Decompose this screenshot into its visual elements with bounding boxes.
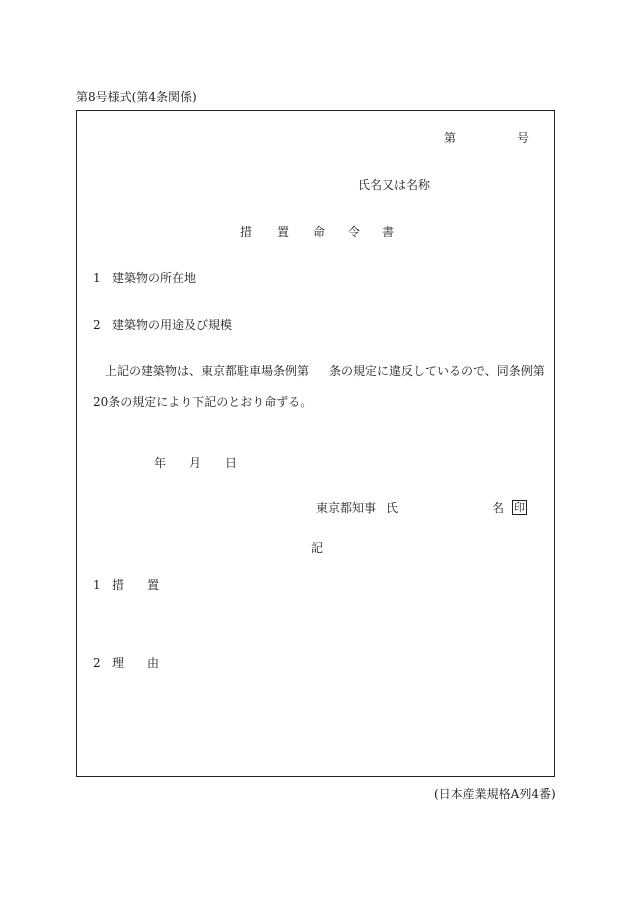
seal-char: 印 — [514, 501, 525, 514]
seal-stamp-box — [512, 500, 527, 515]
number-dai: 第 — [444, 131, 457, 145]
body-line2: 20条の規定により下記のとおり命ずる。 — [93, 395, 313, 409]
section-reason-char-1: 理 — [112, 656, 125, 670]
title-char-5: 書 — [382, 225, 395, 239]
section-reason-char-2: 由 — [147, 656, 160, 670]
date-day: 日 — [225, 456, 238, 470]
footer-note: (日本産業規格A列4番) — [434, 787, 556, 801]
issuer-title: 東京都知事 — [316, 501, 377, 515]
body-line1-a: 上記の建築物は、東京都駐車場条例第 — [105, 364, 310, 378]
section-measures-num: 1 — [93, 578, 101, 592]
issuer-shi: 氏 — [386, 501, 399, 515]
section-reason-num: 2 — [93, 656, 101, 670]
title-char-1: 措 — [240, 225, 253, 239]
item-use-scale-label: 建築物の用途及び規模 — [112, 318, 233, 332]
item-location-label: 建築物の所在地 — [112, 271, 197, 285]
ki-label: 記 — [311, 541, 324, 555]
item-use-scale-num: 2 — [93, 318, 101, 332]
date-year: 年 — [154, 456, 167, 470]
number-go: 号 — [517, 131, 530, 145]
title-char-4: 令 — [348, 225, 361, 239]
section-measures-char-2: 置 — [147, 578, 160, 592]
body-line1-b: 条の規定に違反しているので、同条例第 — [329, 364, 545, 378]
form-frame — [76, 110, 555, 777]
title-char-2: 置 — [277, 225, 290, 239]
date-month: 月 — [189, 456, 202, 470]
section-measures-char-1: 措 — [112, 578, 125, 592]
item-location-num: 1 — [93, 271, 101, 285]
issuer-mei: 名 — [492, 501, 505, 515]
form-label: 第8号様式(第4条関係) — [76, 90, 197, 104]
title-char-3: 命 — [313, 225, 326, 239]
recipient-label: 氏名又は名称 — [358, 178, 431, 192]
